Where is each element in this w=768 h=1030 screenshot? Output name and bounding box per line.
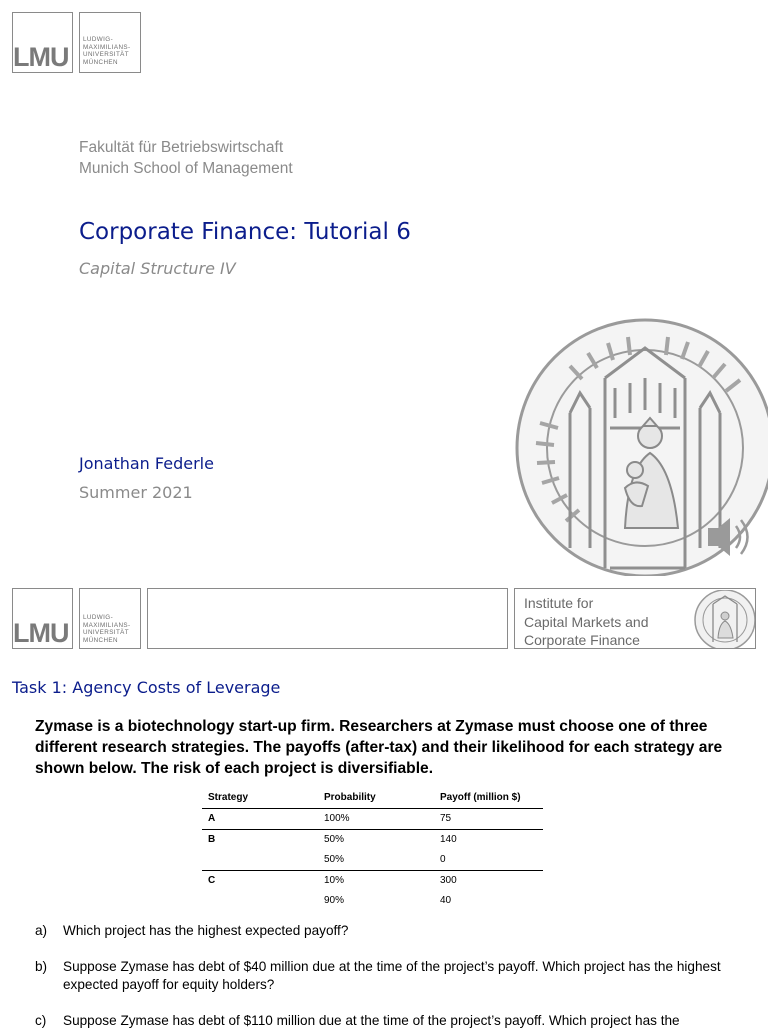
- table-cell: 0: [440, 854, 446, 865]
- lmu-logo-text: LMU: [13, 618, 69, 648]
- table-header-row: [202, 788, 543, 809]
- table-row: [202, 871, 543, 892]
- lmu-logo-text: LMU: [13, 42, 69, 72]
- table-cell: 40: [440, 895, 452, 906]
- lmu-logo-mark-header: [12, 588, 73, 649]
- lmu-wordmark-text: LUDWIG- MAXIMILIANS- UNIVERSITÄT MÜNCHEN: [83, 36, 131, 66]
- semester-date: Summer 2021: [79, 483, 193, 502]
- table-row: [202, 850, 543, 871]
- lmu-logo-mark: [12, 12, 73, 73]
- table-cell: C: [202, 871, 318, 892]
- table-cell: A: [208, 813, 216, 824]
- question-text: Suppose Zymase has debt of $40 million due at the time of the project’s payoff. Which project has the highest expected payoff for equity holders?: [63, 959, 721, 992]
- column-header-strategy: Strategy: [202, 788, 318, 809]
- table-cell: 50%: [318, 830, 434, 851]
- table-cell: 75: [440, 813, 452, 824]
- table-cell: 50%: [324, 854, 345, 865]
- presentation-title: Corporate Finance: Tutorial 6: [79, 219, 411, 245]
- table-cell: B: [202, 830, 318, 851]
- question-text: Which project has the highest expected payoff?: [63, 923, 349, 938]
- table-row: [202, 830, 543, 851]
- university-seal-image: [510, 318, 768, 576]
- table-row: [202, 809, 543, 830]
- institute-name: Institute for Capital Markets and Corporate Finance: [524, 595, 649, 648]
- faculty-name: Fakultät für Betriebswirtschaft Munich School of Management: [79, 139, 293, 177]
- institute-seal-icon: [689, 590, 755, 648]
- header-blank-box: [147, 588, 508, 649]
- question-label: c): [35, 1013, 47, 1028]
- lmu-logo-wordmark-header: [79, 588, 141, 649]
- table-cell: 90%: [324, 895, 345, 906]
- question-text: Suppose Zymase has debt of $110 million due at the time of the project’s payoff. Which project has the: [63, 1013, 680, 1028]
- column-header-payoff: Payoff (million $): [434, 788, 543, 809]
- institute-box: [514, 588, 756, 649]
- presentation-subtitle: Capital Structure IV: [79, 259, 236, 278]
- table-row: [202, 891, 543, 911]
- payoff-table: [202, 788, 543, 911]
- table-cell: [202, 850, 318, 871]
- question-label: a): [35, 923, 48, 938]
- task-title: Task 1: Agency Costs of Leverage: [12, 678, 281, 697]
- table-cell: [202, 891, 318, 911]
- column-header-probability: Probability: [318, 788, 434, 809]
- table-cell: 100%: [324, 813, 350, 824]
- table-cell: 10%: [318, 871, 434, 892]
- author-name: Jonathan Federle: [79, 454, 214, 473]
- table-cell: 140: [434, 830, 543, 851]
- task-intro-text: Zymase is a biotechnology start-up firm. Researchers at Zymase must choose one of three different research strategies. The payoffs (after-tax) and their likelihood for each strategy are shown below. The risk of each project is diversifiable.: [35, 718, 723, 777]
- lmu-logo-wordmark: [79, 12, 141, 73]
- lmu-wordmark-text: LUDWIG- MAXIMILIANS- UNIVERSITÄT MÜNCHEN: [83, 614, 131, 644]
- table-cell: 300: [434, 871, 543, 892]
- question-label: b): [35, 959, 48, 974]
